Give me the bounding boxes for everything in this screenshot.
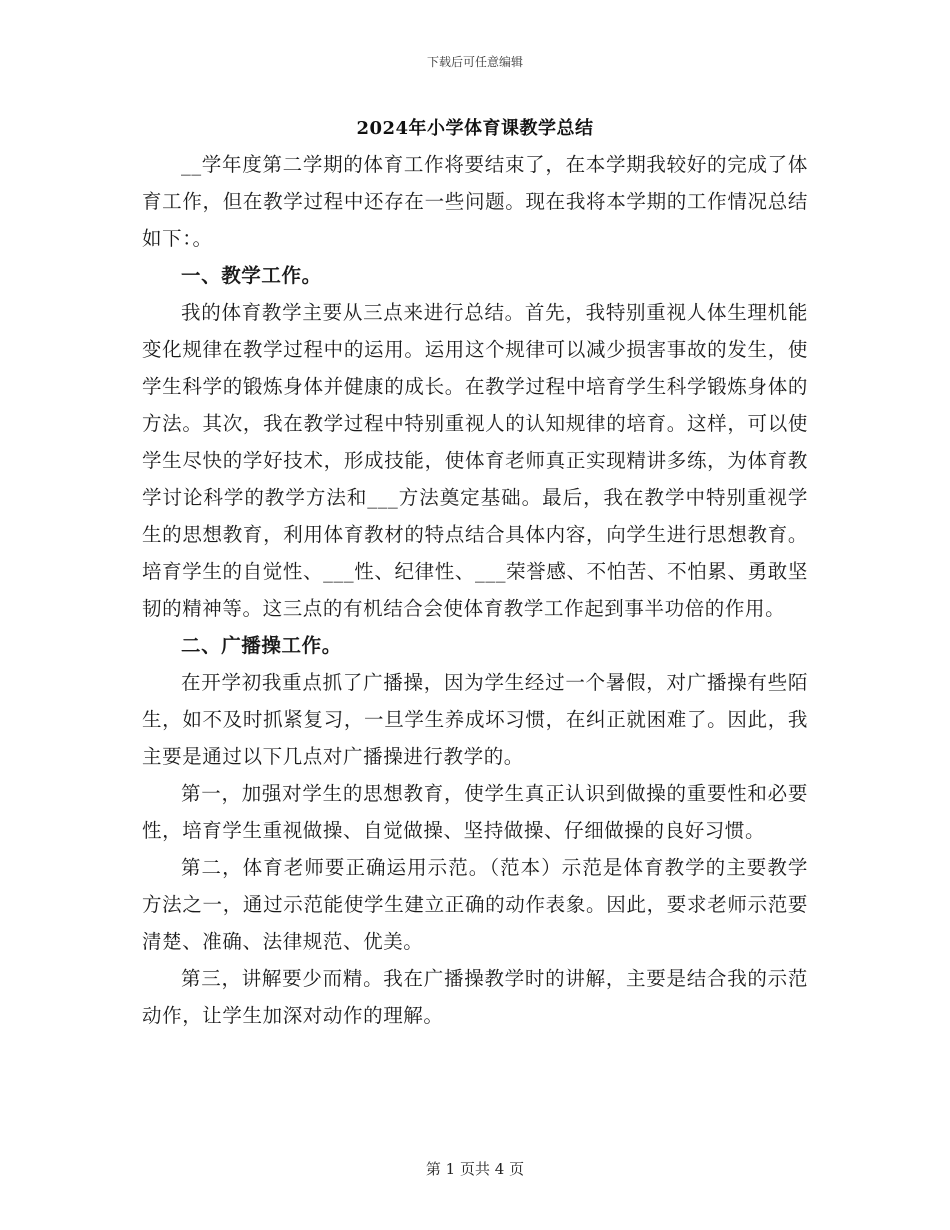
exercise-point-2: 第二，体育老师要正确运用示范。（范本）示范是体育教学的主要教学方法之一，通过示范能使学生建立正确的动作表象。因此，要求老师示范要清楚、准确、法律规范、优美。 xyxy=(142,856,808,953)
page-footer: 第 1 页共 4 页 xyxy=(425,1160,525,1178)
document-title: 2024年小学体育课教学总结 xyxy=(356,118,594,139)
teaching-paragraph: 我的体育教学主要从三点来进行总结。首先，我特别重视人体生理机能变化规律在教学过程中的运用。运用这个规律可以减少损害事故的发生，使学生科学的锻炼身体并健康的成长。在教学过程中培育学生科学锻炼身体的方法。其次，我在教学过程中特别重视人的认知规律的培育。这样，可以使学生尽快的学好技术，形成技能，使体育老师真正实现精讲多练，为体育教学讨论科学的教学方法和___方法奠定基础。最后，我在教学中特别重视学生的思想教育，利用体育教材的特点结合具体内容，向学生进行思想教育。培育学生的自觉性、___性、纪律性、___荣誉感、不怕苦、不怕累、勇敢坚韧的精神等。这三点的有机结合会使体育教学工作起到事半功倍的作用。 xyxy=(142,301,808,620)
exercise-intro-paragraph: 在开学初我重点抓了广播操，因为学生经过一个暑假，对广播操有些陌生，如不及时抓紧复习，一旦学生养成坏习惯，在纠正就困难了。因此，我主要是通过以下几点对广播操进行教学的。 xyxy=(142,671,808,768)
section-heading-exercise: 二、广播操工作。 xyxy=(181,634,342,657)
section-heading-teaching: 一、教学工作。 xyxy=(181,264,322,287)
exercise-point-1: 第一，加强对学生的思想教育，使学生真正认识到做操的重要性和必要性，培育学生重视做操、自觉做操、坚持做操、仔细做操的良好习惯。 xyxy=(142,782,808,842)
document-body xyxy=(142,146,808,1034)
exercise-point-3: 第三，讲解要少而精。我在广播操教学时的讲解，主要是结合我的示范动作，让学生加深对动作的理解。 xyxy=(142,967,808,1027)
header-note: 下载后可任意编辑 xyxy=(426,55,523,69)
intro-paragraph: __学年度第二学期的体育工作将要结束了，在本学期我较好的完成了体育工作，但在教学过程中还存在一些问题。现在我将本学期的工作情况总结如下：。 xyxy=(142,153,808,250)
